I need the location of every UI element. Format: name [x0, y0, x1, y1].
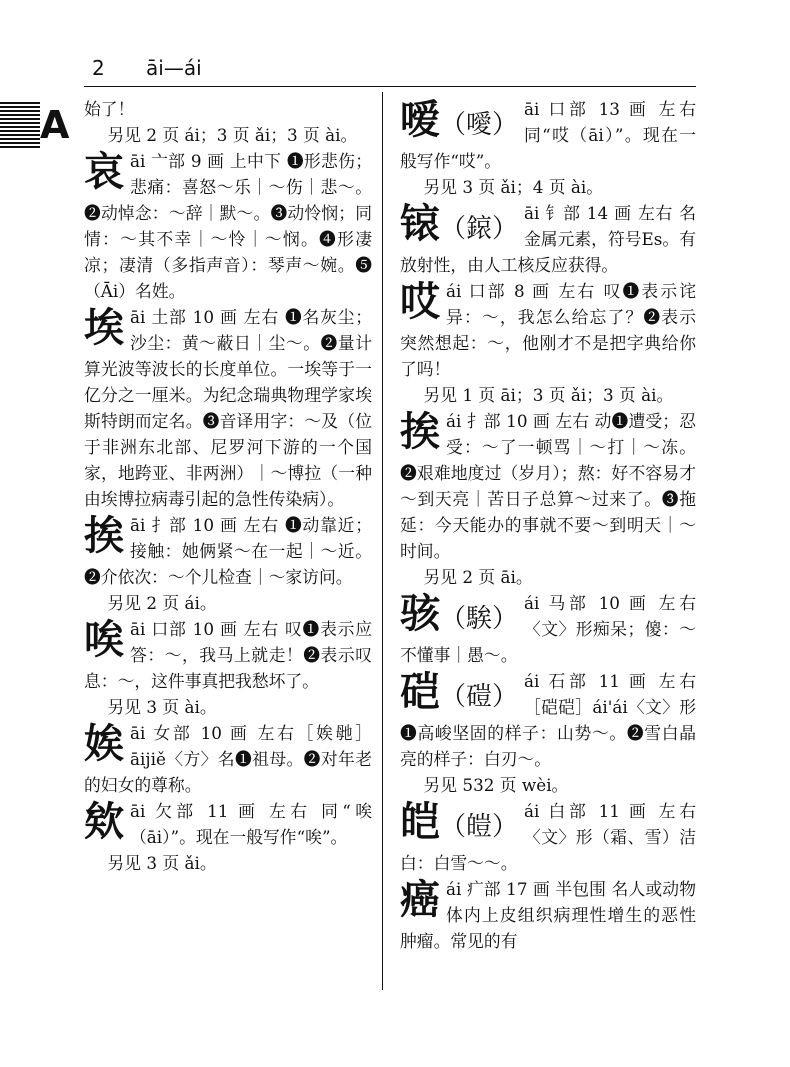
dictionary-entry	[400, 200, 696, 278]
headword	[400, 590, 518, 642]
headword-traditional: （噯）	[440, 110, 519, 140]
see-also: 另见 3 页 ài。	[107, 697, 217, 717]
headword: 癌	[400, 876, 440, 923]
see-also: 另见 1 页 āi；3 页 ǎi；3 页 ài。	[423, 385, 674, 405]
entry-text: āi 亠部 9 画 上中下 ❶形悲伤；悲痛：喜怒～乐｜～伤｜悲～。❷动悼念：～辞｜默～。❸动怜悯；同情：～其不幸｜～怜｜～悯。❹形凄凉；凄清（多指声音）：琴声～婉。❺（Āi）名姓。	[84, 151, 372, 301]
see-also: 另见 2 页 āi。	[423, 567, 533, 587]
entry-text: āi 口部 13 画 左右 同“哎（āi）”。现在一般写作“哎”。	[400, 99, 696, 171]
entry-text: āi 钅部 14 画 左右 名金属元素，符号Es。有放射性，由人工核反应获得。	[400, 203, 696, 275]
entry-text: āi 口部 10 画 左右 叹❶表示应答：～，我马上就走！❷表示叹息：～，这件事真把我愁坏了。	[84, 619, 372, 691]
entry-text: āi 扌部 10 画 左右 ❶动靠近；接触：她俩紧～在一起｜～近。❷介依次：～个儿检查｜～家访问。	[84, 515, 372, 587]
dictionary-entry	[84, 512, 372, 616]
running-header	[84, 48, 696, 82]
dictionary-entry	[400, 278, 696, 408]
headword: 埃	[84, 304, 124, 351]
dictionary-entry	[400, 96, 696, 200]
headword-simplified: 嗳	[400, 96, 440, 143]
see-also: 另见 3 页 ǎi。	[107, 853, 217, 873]
see-also: 另见 2 页 ái。	[107, 593, 217, 613]
entry-text: ái 石部 11 画 左右［硙硙］ái'ái〈文〉形❶高峻坚固的样子：山势～。❷雪白晶亮的样子：白刃～。	[400, 671, 696, 769]
headword	[400, 96, 518, 148]
dictionary-entry	[400, 590, 696, 668]
headword: 哎	[400, 278, 440, 325]
left-column	[84, 96, 372, 876]
headword	[400, 668, 518, 720]
dictionary-entry	[84, 720, 372, 798]
entry-text: ái 马部 10 画 左右〈文〉形痴呆；傻：～不懂事｜愚～。	[400, 593, 696, 665]
section-thumb-tab	[0, 102, 70, 148]
see-also: 另见 532 页 wèi。	[423, 775, 569, 795]
headword-traditional: （磑）	[440, 682, 519, 712]
continued-text: 始了！	[84, 99, 135, 119]
dictionary-entry	[84, 616, 372, 720]
entry-text: ái 白部 11 画 左右〈文〉形（霜、雪）洁白：白雪～～。	[400, 801, 696, 873]
dictionary-entry	[400, 668, 696, 798]
dictionary-entry	[400, 876, 696, 954]
dictionary-entry	[84, 798, 372, 876]
dictionary-entry	[400, 798, 696, 876]
headword-traditional: （皚）	[440, 812, 519, 842]
entry-text: āi 女部 10 画 左右［娭毑］āijiě〈方〉名❶祖母。❷对年老的妇女的尊称。	[84, 723, 372, 795]
dictionary-entry	[400, 408, 696, 590]
headword-simplified: 硙	[400, 668, 440, 715]
entry-text: ái 疒部 17 画 半包围 名人或动物体内上皮组织病理性增生的恶性肿瘤。常见的有	[400, 879, 696, 951]
dictionary-entry	[84, 148, 372, 304]
entry-text: ái 口部 8 画 左右 叹❶表示诧异：～，我怎么给忘了？❷表示突然想起：～，他刚才不是把字典给你了吗！	[400, 281, 696, 379]
guide-words: āi—ái	[146, 56, 202, 80]
headword: 娭	[84, 720, 124, 767]
headword: 唉	[84, 616, 124, 663]
headword: 欸	[84, 798, 124, 845]
section-letter: A	[40, 103, 70, 147]
headword	[400, 200, 518, 252]
page-number: 2	[92, 56, 105, 80]
header-rule	[84, 86, 696, 87]
headword-traditional: （鎄）	[440, 214, 519, 244]
headword-simplified: 骇	[400, 590, 440, 637]
see-also: 另见 2 页 ái；3 页 ǎi；3 页 ài。	[107, 125, 358, 145]
entry-text: āi 土部 10 画 左右 ❶名灰尘；沙尘：黄～蔽日｜尘～。❷量计算光波等波长的长度单位。一埃等于一亿分之一厘米。为纪念瑞典物理学家埃斯特朗而定名。❸音译用字：～及（位于非洲东北部、尼罗河下游的一个国家，地跨亚、非两洲）｜～博拉（一种由埃博拉病毒引起的急性传染病）。	[84, 307, 372, 509]
headword-traditional: （騃）	[440, 604, 519, 634]
column-divider	[382, 92, 383, 990]
right-column	[400, 96, 696, 954]
headword	[400, 798, 518, 850]
headword: 挨	[84, 512, 124, 559]
entry-text: āi 欠部 11 画 左右 同“唉（āi）”。现在一般写作“唉”。	[130, 801, 372, 847]
headword: 挨	[400, 408, 440, 455]
see-also: 另见 3 页 ǎi；4 页 ài。	[423, 177, 603, 197]
headword: 哀	[84, 148, 124, 195]
headword-simplified: 锿	[400, 200, 440, 247]
dictionary-entry	[84, 304, 372, 512]
headword-simplified: 皑	[400, 798, 440, 845]
entry-text: ái 扌部 10 画 左右 动❶遭受；忍受：～了一顿骂｜～打｜～冻。❷艰难地度过（岁月）；熬：好不容易才～到天亮｜苦日子总算～过来了。❸拖延：今天能办的事就不要～到明天｜～时间。	[400, 411, 696, 561]
